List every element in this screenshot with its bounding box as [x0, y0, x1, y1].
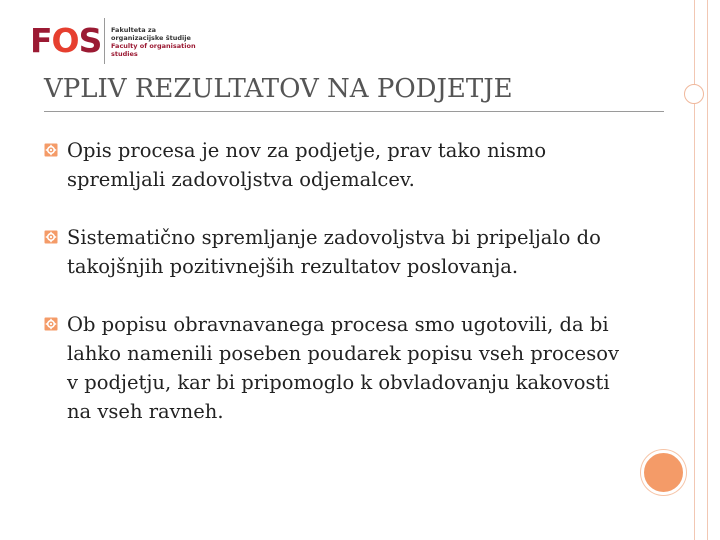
logo-mark-f: F: [30, 21, 52, 60]
logo-text: [111, 26, 221, 58]
bullet-item: [44, 223, 624, 281]
logo-mark: [30, 18, 101, 64]
logo-line-1: Fakulteta za: [111, 26, 157, 34]
decorative-circle-large: [641, 450, 686, 495]
title-underline: [44, 111, 664, 112]
bullet-item: [44, 136, 624, 194]
fos-logo: [30, 18, 220, 64]
bullet-item: [44, 310, 624, 426]
bullet-text: Ob popisu obravnavanega procesa smo ugotovili, da bi lahko namenili poseben poudarek popisu vseh procesov v podjetju, kar bi pripomoglo k obvladovanju kakovosti na vseh ravneh.: [67, 313, 619, 423]
bullet-list: [44, 136, 624, 426]
logo-line-2: organizacijske študije: [111, 34, 191, 42]
gear-icon: [44, 143, 58, 157]
decorative-rail-left: [694, 0, 695, 540]
logo-mark-s: S: [78, 21, 102, 60]
bullet-text: Sistematično spremljanje zadovoljstva bi pripeljalo do takojšnjih pozitivnejših rezultatov poslovanja.: [67, 226, 601, 278]
gear-icon: [44, 317, 58, 331]
decorative-circle-small: [684, 84, 704, 104]
logo-divider: [104, 18, 105, 64]
logo-mark-o: O: [51, 21, 79, 60]
decorative-rail-right: [707, 0, 708, 540]
gear-icon: [44, 230, 58, 244]
bullet-text: Opis procesa je nov za podjetje, prav tako nismo spremljali zadovoljstva odjemalcev.: [67, 139, 547, 191]
slide-title: VPLIV REZULTATOV NA PODJETJE: [44, 74, 513, 104]
logo-line-3: Faculty of organisation studies: [111, 42, 196, 58]
